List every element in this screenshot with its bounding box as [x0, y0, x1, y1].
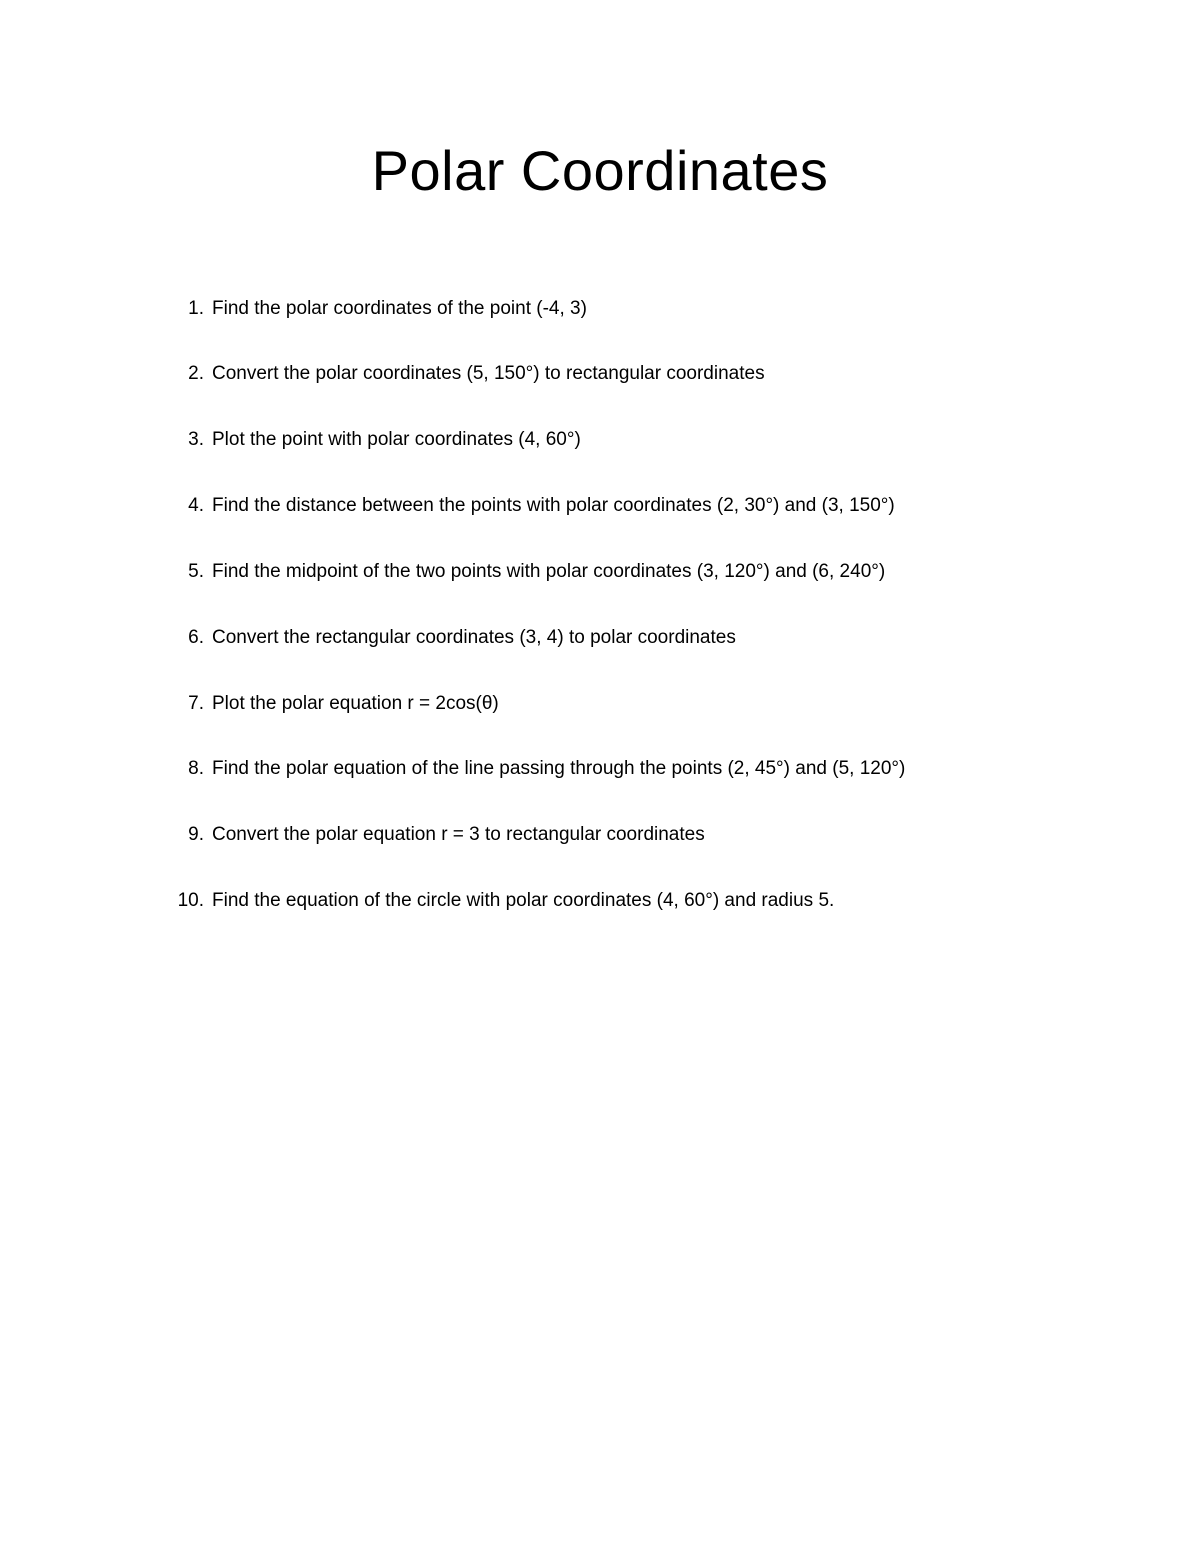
list-item: [0, 294, 1200, 324]
question-text: Find the distance between the points with polar coordinates (2, 30°) and (3, 150°): [212, 495, 895, 516]
question-text: Find the midpoint of the two points with polar coordinates (3, 120°) and (6, 240°): [212, 561, 886, 582]
question-text: Find the polar equation of the line passing through the points (2, 45°) and (5, 120°): [212, 758, 906, 779]
list-item: [0, 359, 1200, 389]
question-text: Convert the rectangular coordinates (3, 4) to polar coordinates: [212, 627, 736, 648]
question-text: Find the equation of the circle with polar coordinates (4, 60°) and radius 5.: [212, 890, 835, 911]
question-number: 10.: [177, 890, 204, 911]
list-item: [0, 557, 1200, 587]
list-item: [0, 623, 1200, 653]
question-number: 5.: [188, 561, 204, 582]
question-text: Convert the polar equation r = 3 to rectangular coordinates: [212, 824, 705, 845]
question-number: 4.: [188, 495, 204, 516]
list-item: [0, 754, 1200, 784]
question-text: Convert the polar coordinates (5, 150°) to rectangular coordinates: [212, 363, 765, 384]
list-item: [0, 425, 1200, 455]
list-item: [0, 689, 1200, 719]
question-text: Plot the polar equation r = 2cos(θ): [212, 693, 499, 714]
question-number: 2.: [188, 363, 204, 384]
list-item: [0, 820, 1200, 850]
question-number: 8.: [188, 758, 204, 779]
list-item: [0, 886, 1200, 916]
question-number: 1.: [188, 298, 204, 319]
question-number: 3.: [188, 429, 204, 450]
question-number: 7.: [188, 693, 204, 714]
question-text: Find the polar coordinates of the point (-4, 3): [212, 298, 587, 319]
page-title: Polar Coordinates: [371, 139, 829, 202]
question-number: 9.: [188, 824, 204, 845]
question-text: Plot the point with polar coordinates (4, 60°): [212, 429, 581, 450]
question-number: 6.: [188, 627, 204, 648]
list-item: [0, 491, 1200, 521]
